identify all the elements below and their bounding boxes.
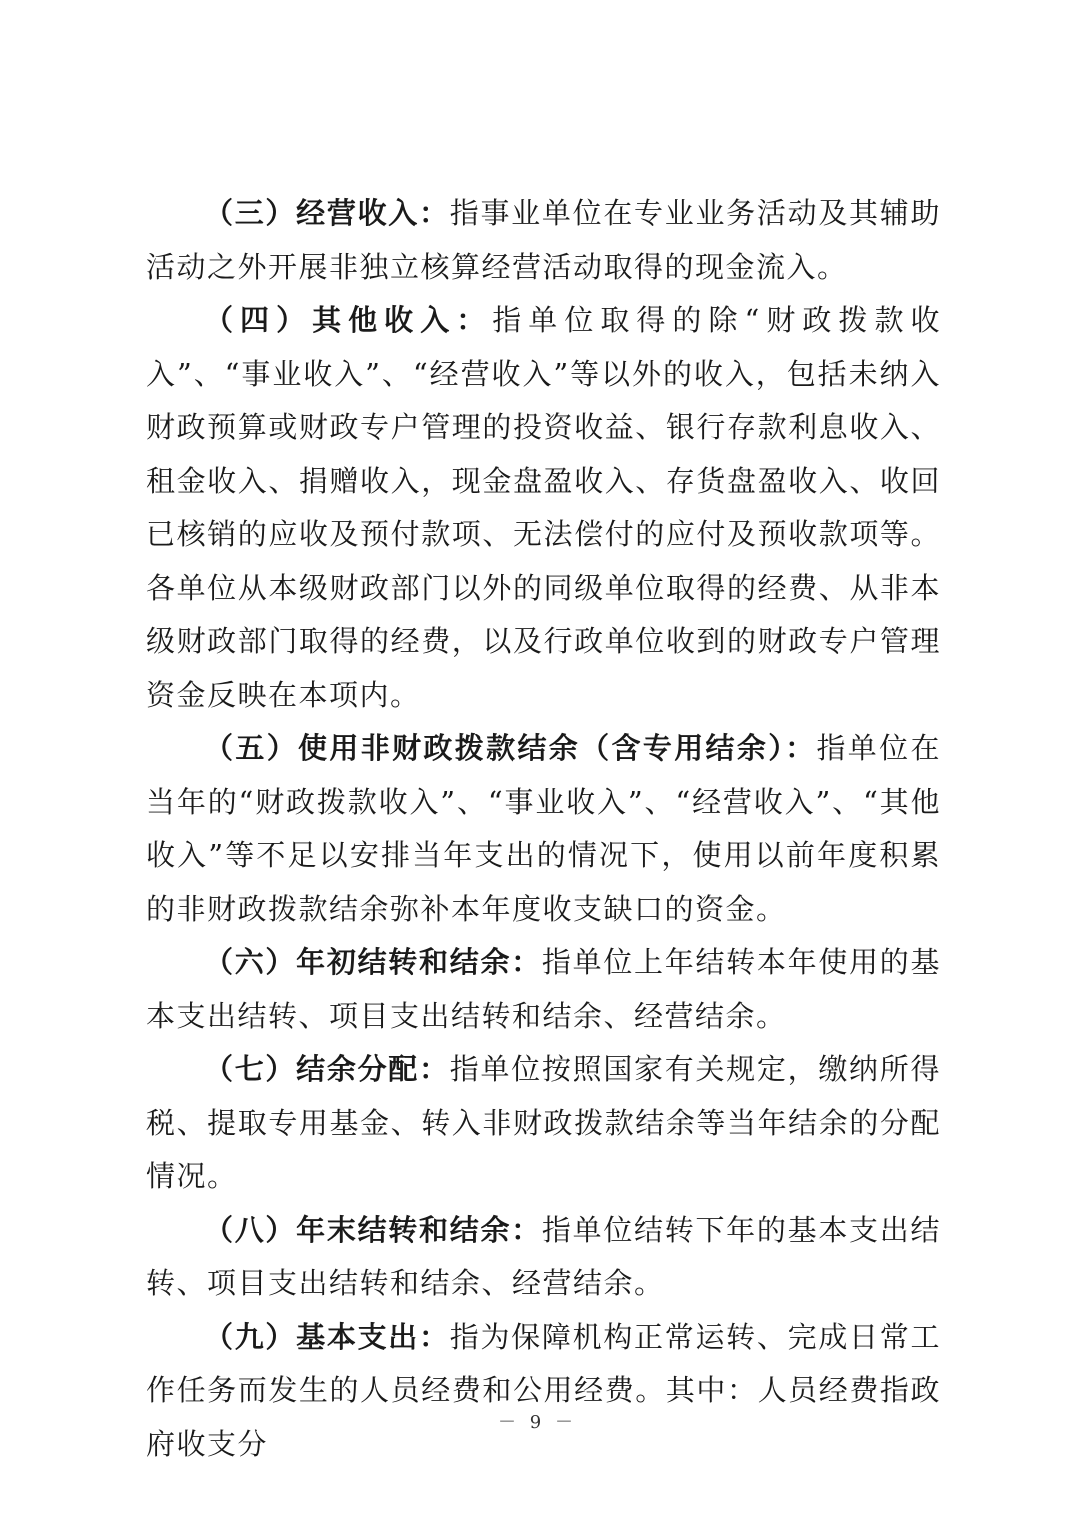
term-heading: （三）经营收入： bbox=[204, 196, 450, 230]
paragraph-operating-income bbox=[146, 187, 941, 294]
paragraph-text: 指单位结转下年的基本支出结转、项目支出结转和结余、经营结余。 bbox=[146, 1212, 941, 1300]
term-heading: （五）使用非财政拨款结余（含专用结余）： bbox=[204, 731, 817, 765]
term-heading: （七）结余分配： bbox=[204, 1052, 450, 1086]
paragraph-text: 指事业单位在专业业务活动及其辅助活动之外开展非独立核算经营活动取得的现金流入。 bbox=[146, 196, 941, 284]
paragraph-text: 指为保障机构正常运转、完成日常工作任务而发生的人员经费和公用经费。其中：人员经费指政府收支分 bbox=[146, 1319, 941, 1461]
paragraph-text: 指单位上年结转本年使用的基本支出结转、项目支出结转和结余、经营结余。 bbox=[146, 945, 941, 1033]
paragraph-text: 指单位取得的除“财政拨款收入”、“事业收入”、“经营收入”等以外的收入，包括未纳入财政预算或财政专户管理的投资收益、银行存款利息收入、租金收入、捐赠收入，现金盘盈收入、存货盘盈收入、收回已核销的应收及预付款项、无法偿付的应付及预收款项等。各单位从本级财政部门以外的同级单位取得的经费、从非本级财政部门取得的经费，以及行政单位收到的财政专户管理资金反映在本项内。 bbox=[146, 303, 941, 712]
paragraph-text: 指单位按照国家有关规定，缴纳所得税、提取专用基金、转入非财政拨款结余等当年结余的分配情况。 bbox=[146, 1052, 941, 1193]
paragraph-other-income bbox=[146, 294, 941, 722]
paragraph-opening-balance bbox=[146, 936, 941, 1043]
paragraph-basic-expenditure bbox=[146, 1311, 941, 1472]
term-heading: （九）基本支出： bbox=[204, 1319, 450, 1354]
page-number: － 9 － bbox=[498, 1412, 577, 1433]
document-body bbox=[146, 187, 941, 1471]
paragraph-non-fiscal-surplus bbox=[146, 722, 941, 936]
term-heading: （六）年初结转和结余： bbox=[204, 945, 542, 979]
term-heading: （八）年末结转和结余： bbox=[204, 1212, 542, 1247]
paragraph-surplus-distribution bbox=[146, 1043, 941, 1204]
term-heading: （四）其他收入： bbox=[204, 303, 493, 337]
paragraph-text: 指单位在当年的“财政拨款收入”、“事业收入”、“经营收入”、“其他收入”等不足以安排当年支出的情况下，使用以前年度积累的非财政拨款结余弥补本年度收支缺口的资金。 bbox=[146, 731, 941, 926]
paragraph-closing-balance bbox=[146, 1204, 941, 1311]
